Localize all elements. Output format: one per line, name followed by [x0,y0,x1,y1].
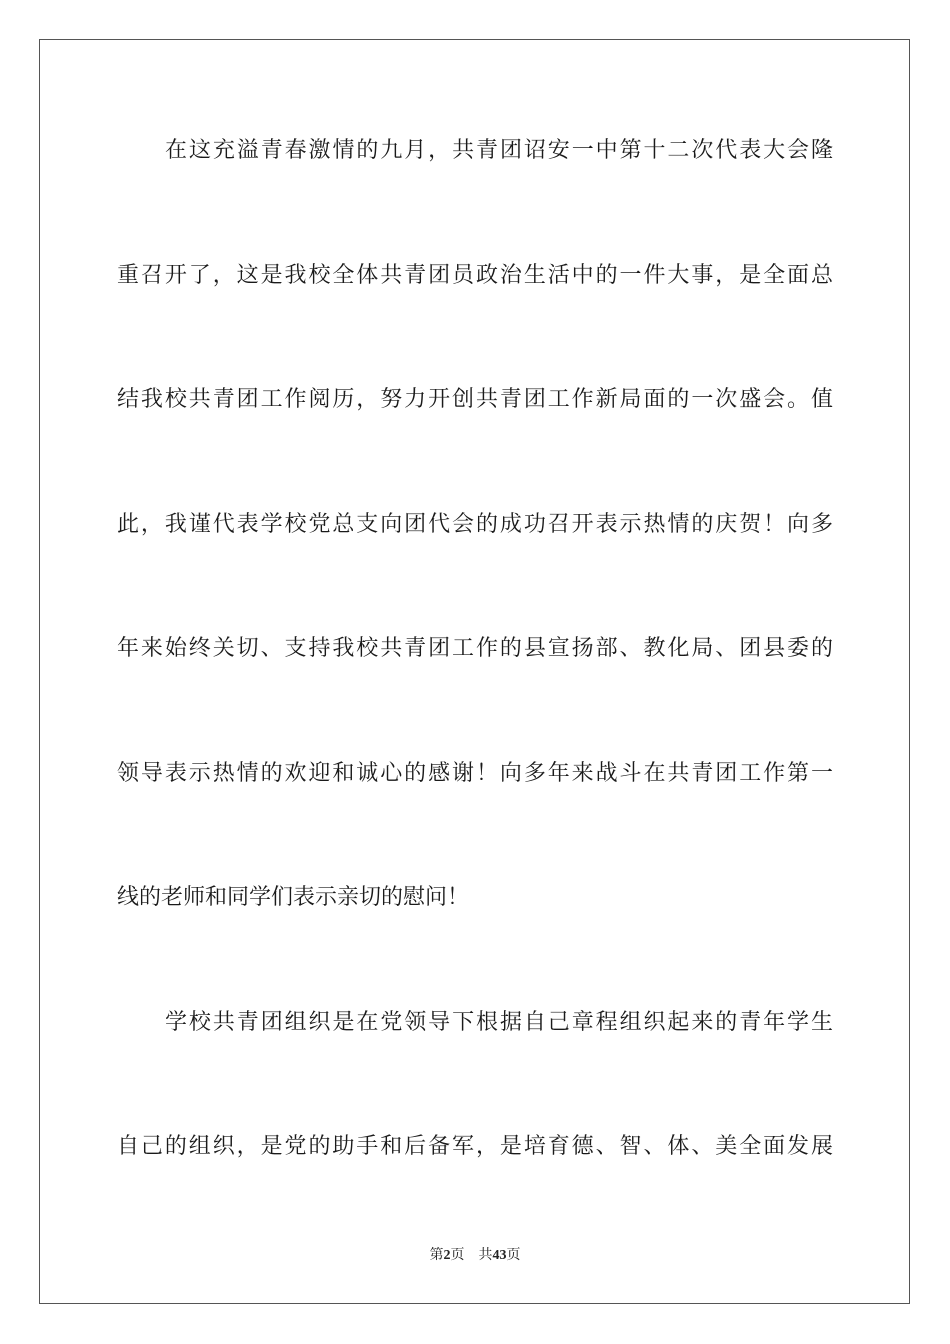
paragraph-1-line-2: 重召开了，这是我校全体共青团员政治生活中的一件大事，是全面总 [117,263,833,288]
paragraph-1-line-4: 此，我谨代表学校党总支向团代会的成功召开表示热情的庆贺！向多 [117,512,833,537]
paragraph-1-line-6: 领导表示热情的欢迎和诚心的感谢！向多年来战斗在共青团工作第一 [117,761,833,786]
paragraph-2-line-2: 自己的组织，是党的助手和后备军，是培育德、智、体、美全面发展 [117,1134,833,1159]
paragraph-2-line-1: 学校共青团组织是在党领导下根据自己章程组织起来的青年学生 [165,1010,833,1035]
footer-total-prefix: 共 [478,1247,493,1263]
paragraph-1-line-3: 结我校共青团工作阅历，努力开创共青团工作新局面的一次盛会。值 [117,387,833,412]
paragraph-1-line-7: 线的老师和同学们表示亲切的慰问！ [117,885,470,910]
footer-total-pages: 43 [492,1248,507,1263]
page-footer [0,1245,950,1266]
footer-total-suffix: 页 [506,1247,521,1263]
paragraph-1-line-1: 在这充溢青春激情的九月，共青团诏安一中第十二次代表大会隆 [165,138,833,163]
footer-page-prefix: 第 [429,1247,444,1263]
paragraph-1-line-5: 年来始终关切、支持我校共青团工作的县宣扬部、教化局、团县委的 [117,636,833,661]
page-border [39,39,910,1304]
footer-page-suffix: 页 [450,1247,465,1263]
footer-page-number: 2 [443,1248,451,1263]
